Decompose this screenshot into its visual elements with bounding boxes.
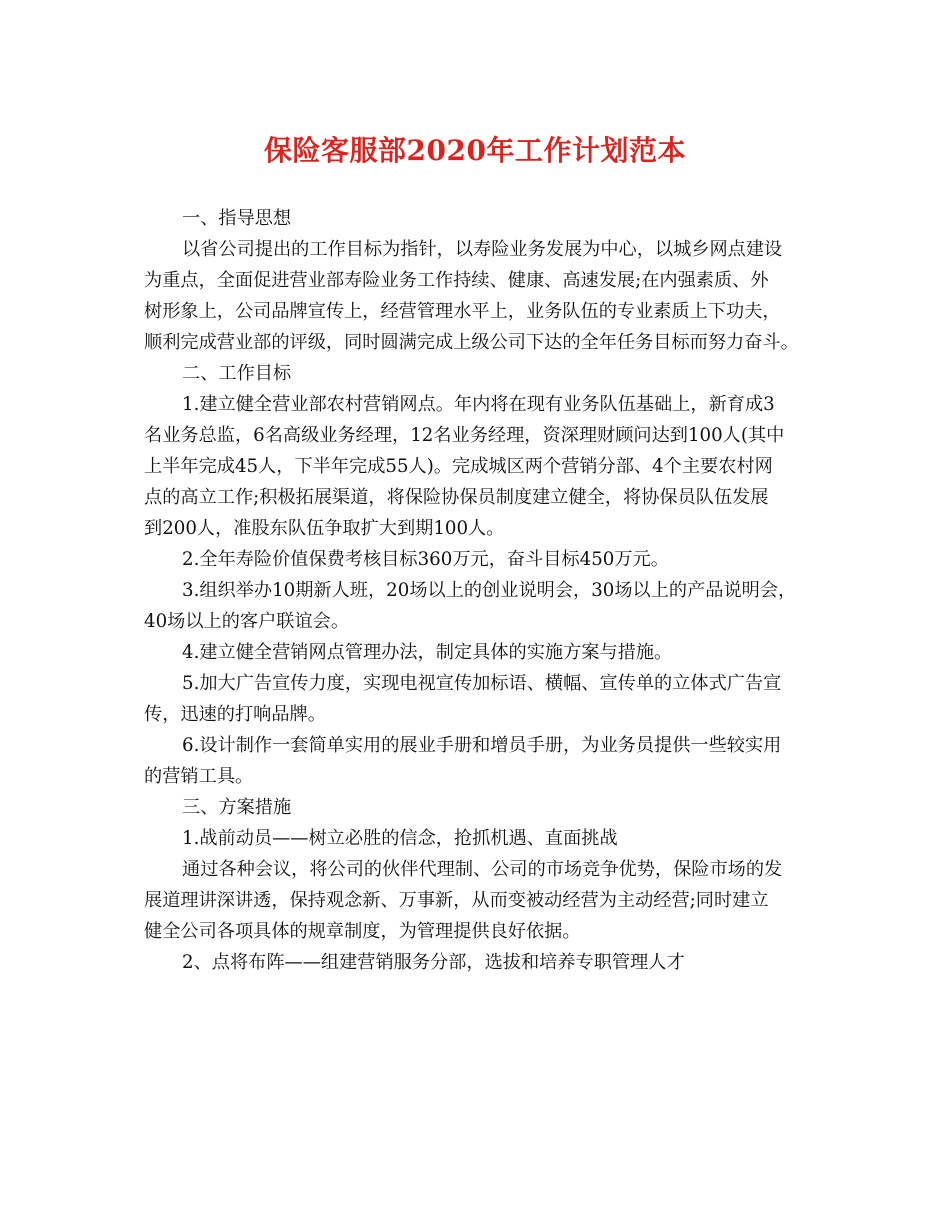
paragraph-line: 树形象上，公司品牌宣传上，经营管理水平上，业务队伍的专业素质上下功夫，	[144, 301, 781, 322]
paragraph-line: 的营销工具。	[144, 766, 254, 787]
section-heading: 三、方案措施	[182, 797, 292, 818]
paragraph-line: 40场以上的客户联谊会。	[144, 611, 350, 632]
paragraph-line: 上半年完成45人，下半年完成55人)。完成城区两个营销分部、4个主要农村网	[144, 456, 773, 477]
paragraph-line: 顺利完成营业部的评级，同时圆满完成上级公司下达的全年任务目标而努力奋斗。	[144, 332, 799, 353]
paragraph-line: 3.组织举办10期新人班，20场以上的创业说明会，30场以上的产品说明会，	[182, 580, 797, 601]
document-title: 保险客服部2020年工作计划范本	[264, 134, 686, 167]
paragraph-line: 6.设计制作一套简单实用的展业手册和增员手册，为业务员提供一些较实用	[182, 735, 782, 756]
section-heading: 一、指导思想	[182, 208, 292, 229]
subsection-heading: 2、点将布阵——组建营销服务分部，选拔和培养专职管理人才	[182, 952, 685, 973]
paragraph-line: 点的高立工作;积极拓展渠道，将保险协保员制度建立健全，将协保员队伍发展	[144, 487, 769, 508]
paragraph-line: 为重点，全面促进营业部寿险业务工作持续、健康、高速发展;在内强素质、外	[144, 270, 769, 291]
document-body	[144, 203, 814, 978]
paragraph-line: 名业务总监，6名高级业务经理，12名业务经理，资深理财顾问达到100人(其中	[144, 425, 785, 446]
paragraph-line: 2.全年寿险价值保费考核目标360万元，奋斗目标450万元。	[182, 549, 669, 570]
paragraph-line: 以省公司提出的工作目标为指针，以寿险业务发展为中心，以城乡网点建设	[182, 239, 783, 260]
paragraph-line: 到200人，准股东队伍争取扩大到期100人。	[144, 518, 505, 539]
paragraph-line: 健全公司各项具体的规章制度，为管理提供良好依据。	[144, 921, 581, 942]
subsection-heading: 1.战前动员——树立必胜的信念，抢抓机遇、直面挑战	[182, 828, 618, 849]
section-heading: 二、工作目标	[182, 363, 292, 384]
paragraph-line: 1.建立健全营业部农村营销网点。年内将在现有业务队伍基础上，新育成3	[182, 394, 775, 415]
paragraph-line: 传，迅速的打响品牌。	[144, 704, 326, 725]
paragraph-line: 5.加大广告宣传力度，实现电视宣传加标语、横幅、宣传单的立体式广告宣	[182, 673, 782, 694]
paragraph-line: 4.建立健全营销网点管理办法，制定具体的实施方案与措施。	[182, 642, 673, 663]
paragraph-line: 通过各种会议，将公司的伙伴代理制、公司的市场竞争优势，保险市场的发	[182, 859, 783, 880]
paragraph-line: 展道理讲深讲透，保持观念新、万事新，从而变被动经营为主动经营;同时建立	[144, 890, 769, 911]
